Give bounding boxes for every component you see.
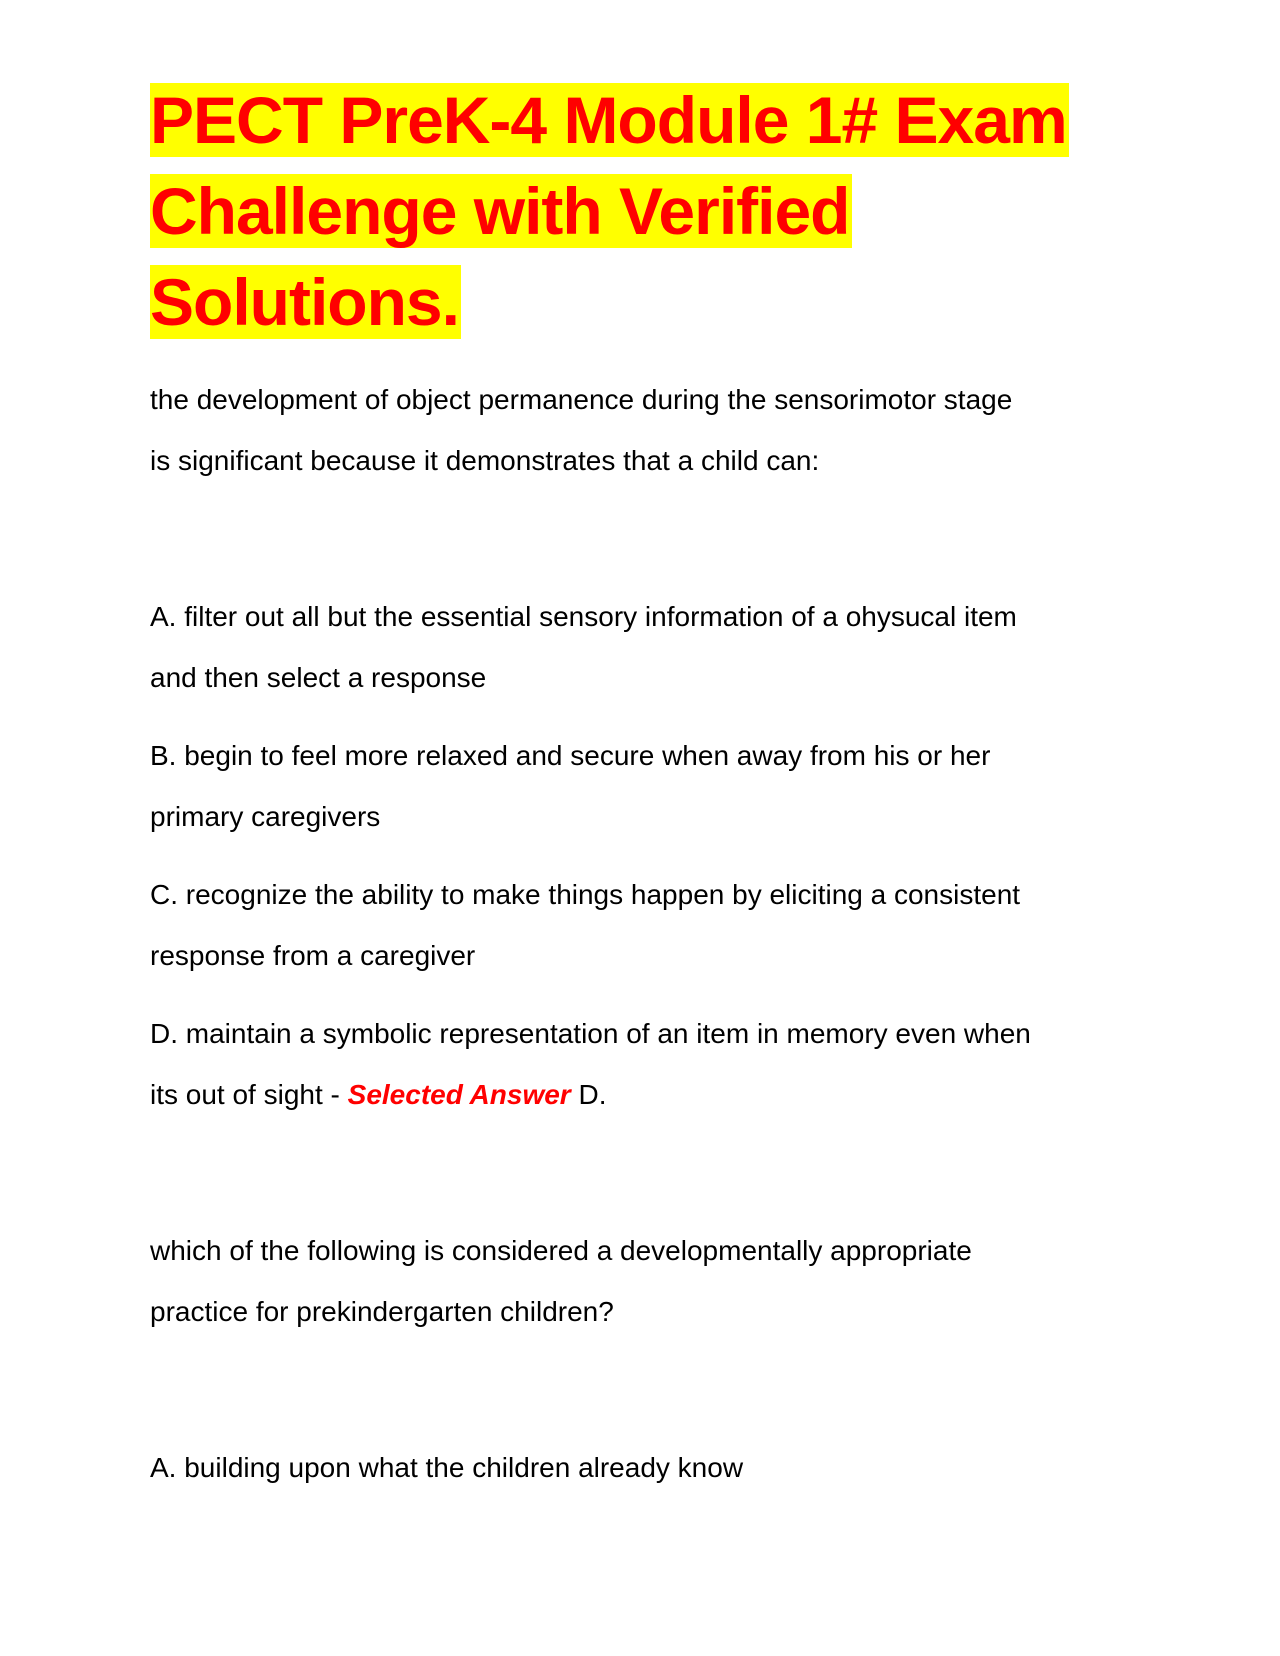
title-line-2: Challenge with Verified <box>150 174 850 248</box>
q1-option-d-text: its out of sight - <box>150 1079 348 1110</box>
q1-option-a-cont: and then select a response <box>150 662 487 693</box>
question-2-text-cont: practice for prekindergarten children? <box>150 1296 614 1327</box>
selected-answer-label: Selected Answer <box>347 1079 571 1110</box>
q1-option-b-cont: primary caregivers <box>150 801 381 832</box>
q1-option-a: A. filter out all but the essential sensory information of a ohysucal item <box>150 601 1017 632</box>
q2-option-a: A. building upon what the children already know <box>150 1452 744 1483</box>
q1-option-c-cont: response from a caregiver <box>150 940 476 971</box>
q1-option-c: C. recognize the ability to make things happen by eliciting a consistent <box>150 879 1021 910</box>
question-1-text-cont: is significant because it demonstrates that a child can: <box>150 445 820 476</box>
document-title <box>150 75 1069 348</box>
q1-option-b: B. begin to feel more relaxed and secure when away from his or her <box>150 740 991 771</box>
question-1-text: the development of object permanence during the sensorimotor stage <box>150 384 1013 415</box>
title-line-1: PECT PreK-4 Module 1# Exam <box>150 83 1067 157</box>
question-2-text: which of the following is considered a developmentally appropriate <box>150 1235 972 1266</box>
q1-option-d: D. maintain a symbolic representation of an item in memory even when <box>150 1018 1031 1049</box>
selected-answer-value: D. <box>570 1079 607 1110</box>
q1-option-d-cont <box>150 1075 606 1115</box>
title-line-3: Solutions. <box>150 265 459 339</box>
